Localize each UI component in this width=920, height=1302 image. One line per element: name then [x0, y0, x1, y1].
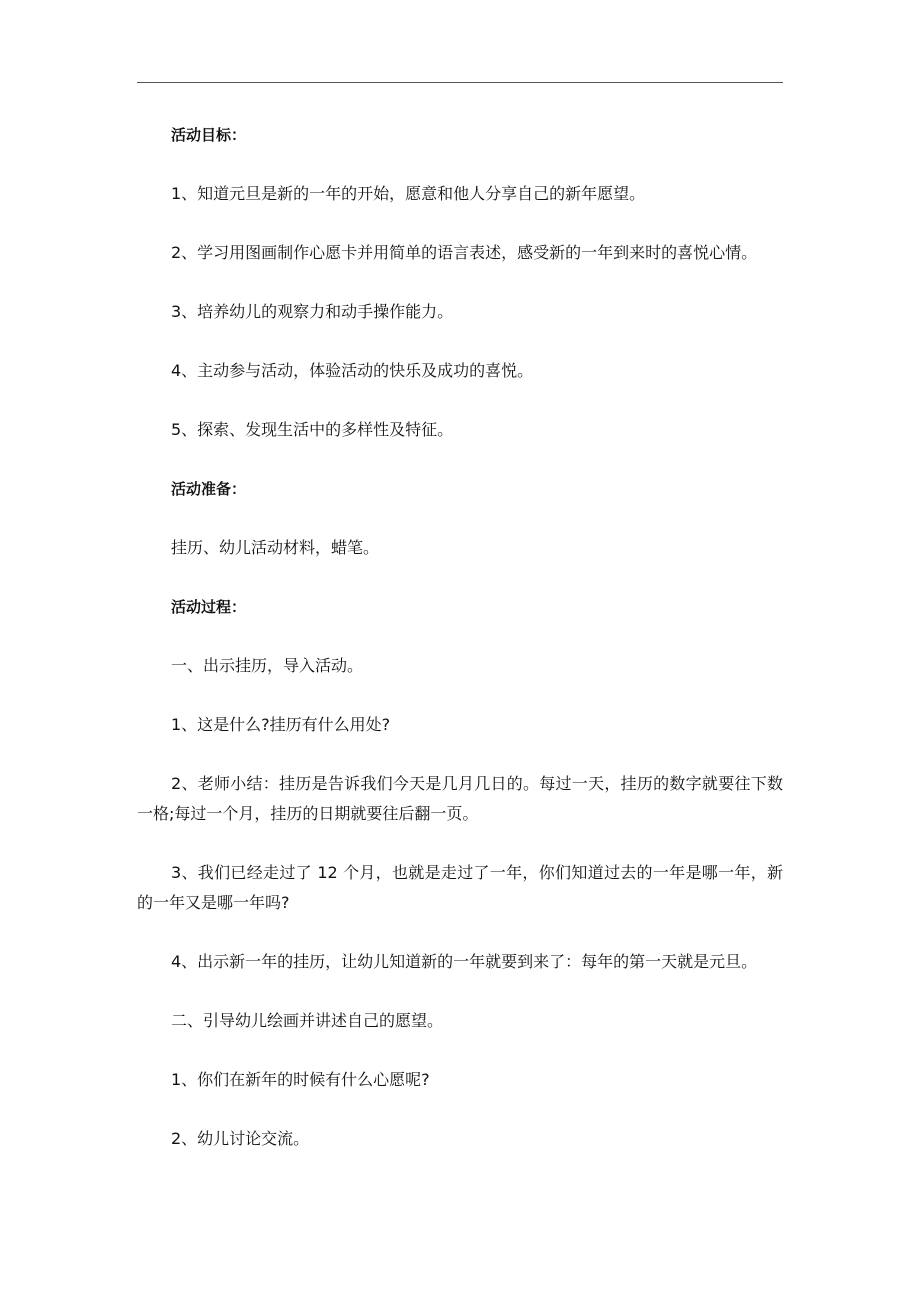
process-part1-item-3: 3、我们已经走过了 12 个月，也就是走过了一年，你们知道过去的一年是哪一年，新的一年又是哪一年吗?	[137, 863, 783, 912]
header-rule	[137, 82, 783, 83]
process-part1-item-4: 4、出示新一年的挂历，让幼儿知道新的一年就要到来了：每年的第一天就是元旦。	[171, 952, 758, 971]
goal-item-4: 4、主动参与活动，体验活动的快乐及成功的喜悦。	[171, 361, 534, 380]
goal-item-3: 3、培养幼儿的观察力和动手操作能力。	[171, 302, 454, 321]
goals-heading: 活动目标：	[171, 126, 247, 144]
goal-item-2: 2、学习用图画制作心愿卡并用简单的语言表述，感受新的一年到来时的喜悦心情。	[171, 243, 758, 262]
process-part2-item-2: 2、幼儿讨论交流。	[171, 1129, 310, 1148]
document-body	[137, 120, 783, 1183]
process-part1-title: 一、出示挂历，导入活动。	[171, 656, 364, 675]
preparation-heading: 活动准备：	[171, 480, 247, 498]
preparation-text: 挂历、幼儿活动材料，蜡笔。	[171, 538, 380, 557]
goal-item-1: 1、知道元旦是新的一年的开始，愿意和他人分享自己的新年愿望。	[171, 184, 646, 203]
process-part2-item-1: 1、你们在新年的时候有什么心愿呢?	[171, 1070, 430, 1089]
goal-item-5: 5、探索、发现生活中的多样性及特征。	[171, 420, 454, 439]
process-part2-title: 二、引导幼儿绘画并讲述自己的愿望。	[171, 1011, 444, 1030]
process-heading: 活动过程：	[171, 598, 247, 616]
process-part1-item-2: 2、老师小结：挂历是告诉我们今天是几月几日的。每过一天，挂历的数字就要往下数一格;每过一个月，挂历的日期就要往后翻一页。	[137, 774, 783, 823]
process-part1-item-1: 1、这是什么?挂历有什么用处?	[171, 715, 391, 734]
